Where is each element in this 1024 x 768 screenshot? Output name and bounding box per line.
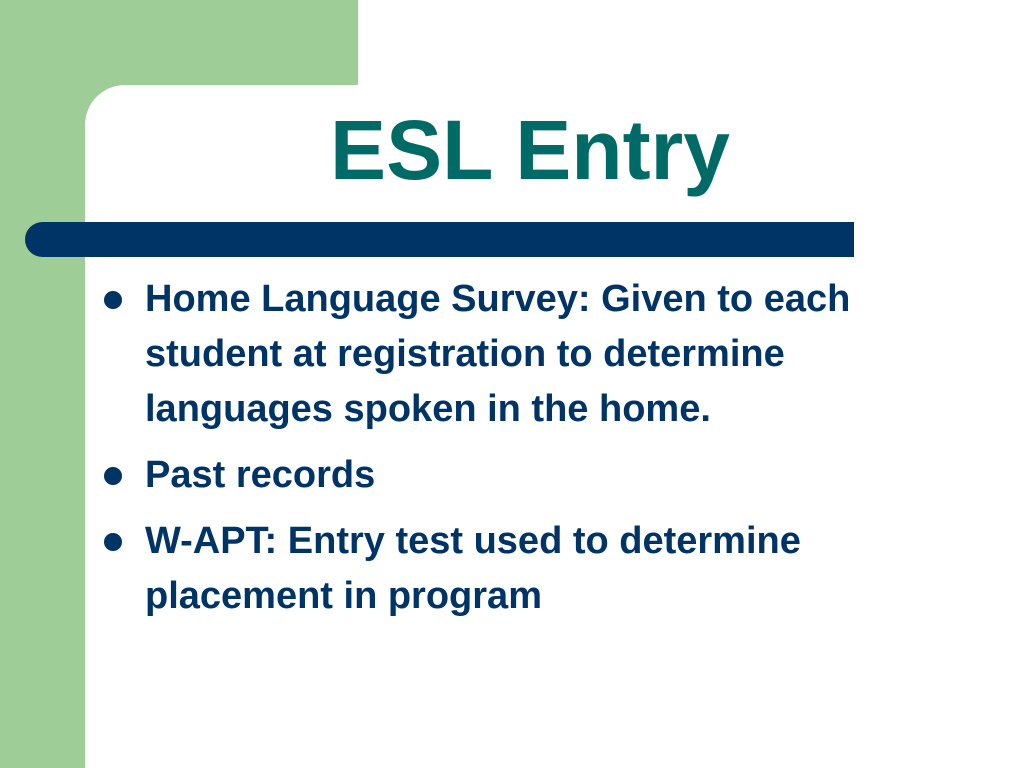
bullet-item-home-language-survey bbox=[104, 272, 944, 437]
bullet-item-past-records bbox=[104, 448, 944, 503]
bullet-dot-icon bbox=[104, 533, 122, 551]
bullet-list bbox=[104, 272, 944, 635]
bullet-item-w-apt bbox=[104, 514, 944, 624]
bullet-text: Past records bbox=[145, 454, 376, 496]
slide-title: ESL Entry bbox=[330, 103, 730, 197]
title-underline-bar bbox=[25, 222, 854, 257]
bullet-text: W-APT: Entry test used to determine placement in program bbox=[145, 520, 801, 617]
bullet-dot-icon bbox=[104, 291, 122, 309]
bullet-dot-icon bbox=[104, 467, 122, 485]
bullet-text: Home Language Survey: Given to each student at registration to determine languages spoken in the home. bbox=[145, 278, 851, 430]
